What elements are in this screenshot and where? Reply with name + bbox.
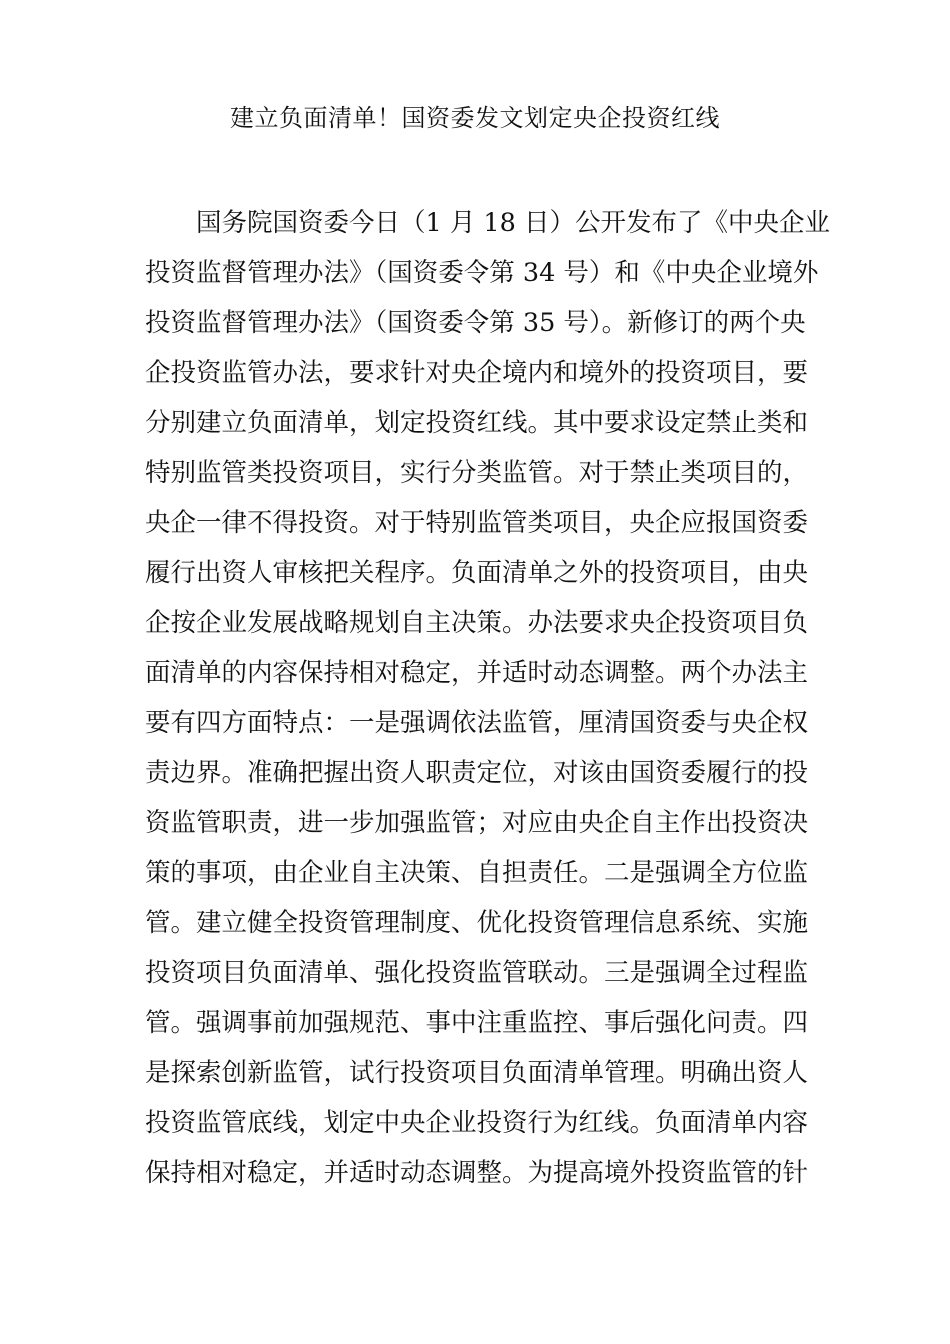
body-line: 责边界。准确把握出资人职责定位，对该由国资委履行的投 (145, 758, 809, 788)
document-title: 建立负面清单！国资委发文划定央企投资红线 (230, 104, 720, 132)
body-line: 是探索创新监管，试行投资项目负面清单管理。明确出资人 (145, 1058, 809, 1088)
body-line: 企投资监管办法，要求针对央企境内和境外的投资项目，要 (145, 358, 809, 388)
body-line: 管。建立健全投资管理制度、优化投资管理信息系统、实施 (145, 908, 809, 938)
body-line: 国务院国资委今日（1 月 18 日）公开发布了《中央企业 (196, 208, 830, 238)
body-line: 资监管职责，进一步加强监管；对应由央企自主作出投资决 (145, 808, 809, 838)
body-line: 投资监督管理办法》（国资委令第 34 号）和《中央企业境外 (145, 258, 819, 288)
body-line: 分别建立负面清单，划定投资红线。其中要求设定禁止类和 (145, 408, 809, 438)
body-line: 策的事项，由企业自主决策、自担责任。二是强调全方位监 (145, 858, 809, 888)
body-line: 投资项目负面清单、强化投资监管联动。三是强调全过程监 (145, 958, 809, 988)
body-line: 管。强调事前加强规范、事中注重监控、事后强化问责。四 (145, 1008, 809, 1038)
document-body (145, 198, 830, 1198)
body-line: 央企一律不得投资。对于特别监管类项目，央企应报国资委 (145, 508, 809, 538)
body-line: 特别监管类投资项目，实行分类监管。对于禁止类项目的， (145, 458, 809, 488)
body-line: 企按企业发展战略规划自主决策。办法要求央企投资项目负 (145, 608, 809, 638)
body-line: 投资监管底线，划定中央企业投资行为红线。负面清单内容 (145, 1108, 809, 1138)
body-line: 保持相对稳定，并适时动态调整。为提高境外投资监管的针 (145, 1158, 809, 1188)
body-line: 履行出资人审核把关程序。负面清单之外的投资项目，由央 (145, 558, 809, 588)
body-line: 投资监督管理办法》（国资委令第 35 号）。新修订的两个央 (145, 308, 806, 338)
body-line: 面清单的内容保持相对稳定，并适时动态调整。两个办法主 (145, 658, 809, 688)
body-line: 要有四方面特点：一是强调依法监管，厘清国资委与央企权 (145, 708, 809, 738)
